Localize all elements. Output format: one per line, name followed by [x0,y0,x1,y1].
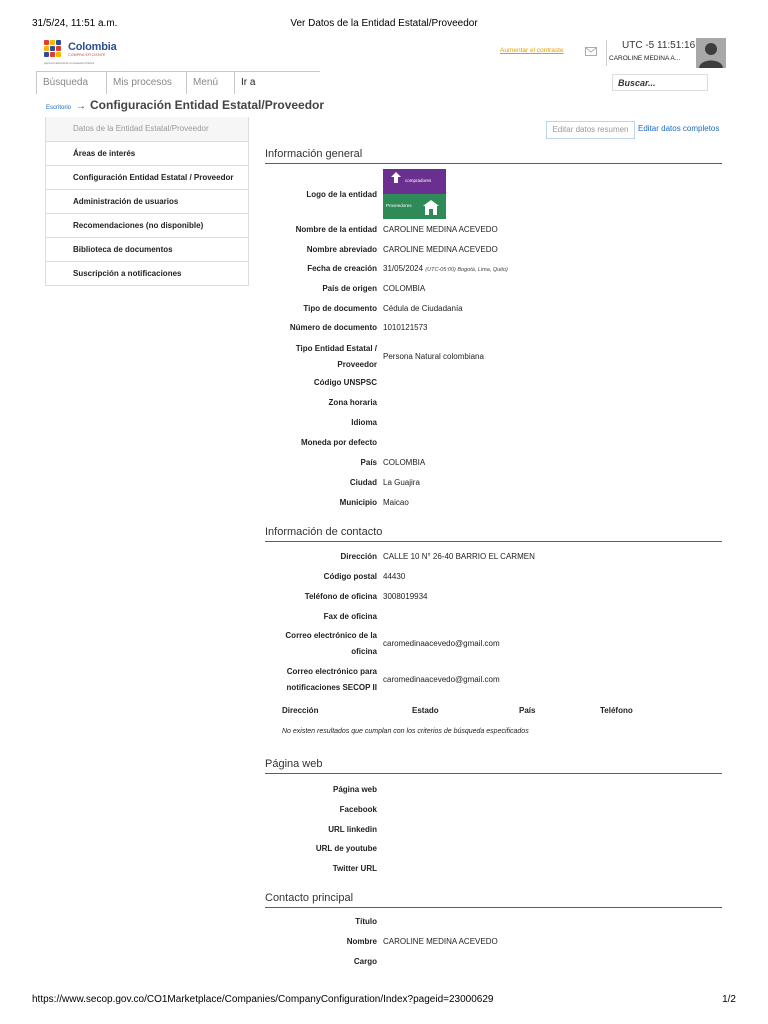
field-nombre-contacto [265,932,722,952]
nav-menu[interactable]: Menú [187,72,235,94]
field-municipio [265,493,722,513]
top-navigation [36,71,320,94]
field-value: caromedinaacevedo@gmail.com [383,639,500,648]
search-input[interactable] [612,74,708,91]
column-header-direccion[interactable]: Dirección [282,706,319,715]
nav-mis-procesos[interactable]: Mis procesos [107,72,187,94]
edit-full-data-link[interactable]: Editar datos completos [638,124,720,133]
field-value: CAROLINE MEDINA ACEVEDO [383,225,498,234]
field-label-line1: Correo electrónico para [286,667,377,676]
column-header-estado[interactable]: Estado [412,706,439,715]
field-ciudad [265,473,722,493]
entity-logo-text-proveedores: Proveedores [386,203,412,208]
addresses-table-header [282,706,722,720]
logo-subtitle: COMPRA EFICIENTE [68,53,106,57]
field-twitter [265,859,722,879]
page-title: Configuración Entidad Estatal/Proveedor [90,98,325,112]
timezone-note: (UTC-05:00) Bogotá, Lima, Quito) [425,267,508,273]
field-logo [265,185,722,205]
field-telefono-oficina [265,587,722,607]
sidebar-item-suscripcion[interactable]: Suscripción a notificaciones [46,261,248,285]
field-label: Fax de oficina [323,612,377,621]
field-pagina-web [265,780,722,800]
sidebar [45,117,249,286]
field-pais [265,453,722,473]
entity-logo-text-compradores: compradores [405,178,432,183]
mail-icon[interactable] [585,47,597,56]
field-value: COLOMBIA [383,284,426,293]
column-header-telefono[interactable]: Teléfono [600,706,633,715]
field-label: Número de documento [289,323,377,332]
field-value: Cédula de Ciudadanía [383,304,463,313]
logo-word: Colombia [68,41,117,53]
field-label: Moneda por defecto [300,438,377,447]
edit-summary-button[interactable]: Editar datos resumen [546,121,635,139]
field-label: Ciudad [349,478,377,487]
sidebar-item-areas-interes[interactable]: Áreas de interés [46,141,248,165]
field-label: URL de youtube [315,844,377,853]
field-zona-horaria [265,393,722,413]
field-value: Maicao [383,498,409,507]
field-label: Código postal [323,572,377,581]
field-label-line2: notificaciones SECOP II [286,683,377,692]
sidebar-item-configuracion[interactable]: Configuración Entidad Estatal / Proveedor [46,165,248,189]
increase-contrast-link[interactable]: Aumentar el contraste [500,47,564,54]
user-name[interactable]: CAROLINE MEDINA A... [609,55,681,62]
field-value: Persona Natural colombiana [383,352,484,361]
field-label: Twitter URL [332,864,377,873]
print-title: Ver Datos de la Entidad Estatal/Proveedor [290,18,478,29]
header-divider [606,40,607,66]
table-empty-message: No existen resultados que cumplan con los criterios de búsqueda especificados [282,728,529,735]
field-correo-notificaciones [265,663,722,699]
breadcrumb-arrow-icon: → [76,101,87,112]
field-tipo-entidad [265,340,722,376]
field-label: Cargo [353,957,377,966]
print-page-number: 1/2 [722,994,736,1005]
sidebar-item-biblioteca[interactable]: Biblioteca de documentos [46,237,248,261]
field-value: COLOMBIA [383,458,426,467]
field-value: caromedinaacevedo@gmail.com [383,675,500,684]
field-value: 3008019934 [383,592,428,601]
field-value: CAROLINE MEDINA ACEVEDO [383,245,498,254]
sidebar-item-administracion-usuarios[interactable]: Administración de usuarios [46,189,248,213]
field-numero-documento [265,318,722,338]
field-youtube [265,839,722,859]
field-moneda [265,433,722,453]
section-title-principal: Contacto principal [265,892,722,908]
field-label: Teléfono de oficina [304,592,377,601]
print-url: https://www.secop.gov.co/CO1Marketplace/Companies/CompanyConfiguration/Index?pageid=23000629 [32,994,494,1005]
logo-mark-icon [44,40,66,62]
nav-busqueda[interactable]: Búsqueda [37,72,107,94]
avatar[interactable] [696,38,726,68]
field-label: Página web [332,785,377,794]
section-title-contacto: Información de contacto [265,526,722,542]
field-titulo [265,912,722,932]
field-idioma [265,413,722,433]
field-label-line2: oficina [351,647,377,656]
breadcrumb-escritorio[interactable]: Escritorio [46,105,72,111]
sidebar-item-datos-entidad[interactable]: Datos de la Entidad Estatal/Proveedor [46,117,248,141]
sidebar-item-recomendaciones[interactable]: Recomendaciones (no disponible) [46,213,248,237]
field-tipo-documento [265,299,722,319]
field-label: Nombre abreviado [306,245,377,254]
field-codigo-postal [265,567,722,587]
field-value [383,264,508,273]
field-fecha-creacion [265,259,722,279]
field-label: Nombre de la entidad [295,225,377,234]
field-facebook [265,800,722,820]
column-header-pais[interactable]: País [519,706,536,715]
colombia-compra-logo[interactable] [44,38,124,66]
field-label: Idioma [351,418,377,427]
section-title-general: Información general [265,148,722,164]
logo-tagline: Agencia Nacional de Contratación Pública [44,62,95,65]
field-value: CALLE 10 N° 26-40 BARRIO EL CARMEN [383,552,535,561]
field-label: Código UNSPSC [313,378,377,387]
field-pais-origen [265,279,722,299]
field-value: La Guajira [383,478,420,487]
field-correo-oficina [265,627,722,663]
field-fax-oficina [265,607,722,627]
field-value: 44430 [383,572,406,581]
section-title-web: Página web [265,758,722,774]
field-label: Logo de la entidad [306,190,377,199]
field-label: Nombre [346,937,377,946]
field-label-line1: Correo electrónico de la [285,631,377,640]
field-label: Fecha de creación [307,264,377,273]
field-label: Facebook [339,805,377,814]
field-nombre-entidad [265,220,722,240]
field-label-line1: Tipo Entidad Estatal / [295,344,377,353]
user-silhouette-icon [696,38,726,68]
nav-ir-a[interactable]: Ir a [235,72,320,94]
field-label: Tipo de documento [303,304,377,313]
field-label: País [360,458,377,467]
entity-logo-image [383,169,446,219]
field-nombre-abreviado [265,240,722,260]
field-label: Título [355,917,377,926]
print-date: 31/5/24, 11:51 a.m. [32,18,118,29]
utc-clock: UTC -5 11:51:16 [622,40,696,51]
field-label: Zona horaria [328,398,377,407]
field-direccion [265,547,722,567]
print-footer [32,994,736,1008]
field-cargo [265,952,722,972]
field-label-line2: Proveedor [337,360,377,369]
field-value: CAROLINE MEDINA ACEVEDO [383,937,498,946]
field-linkedin [265,820,722,840]
field-value: 1010121573 [383,323,428,332]
field-label: Municipio [339,498,377,507]
breadcrumb [46,98,324,112]
field-label: URL linkedin [328,825,377,834]
print-header [32,18,736,32]
field-codigo-unspsc [265,373,722,393]
field-label: Dirección [340,552,377,561]
fecha-value: 31/05/2024 [383,264,424,273]
field-label: País de origen [322,284,377,293]
